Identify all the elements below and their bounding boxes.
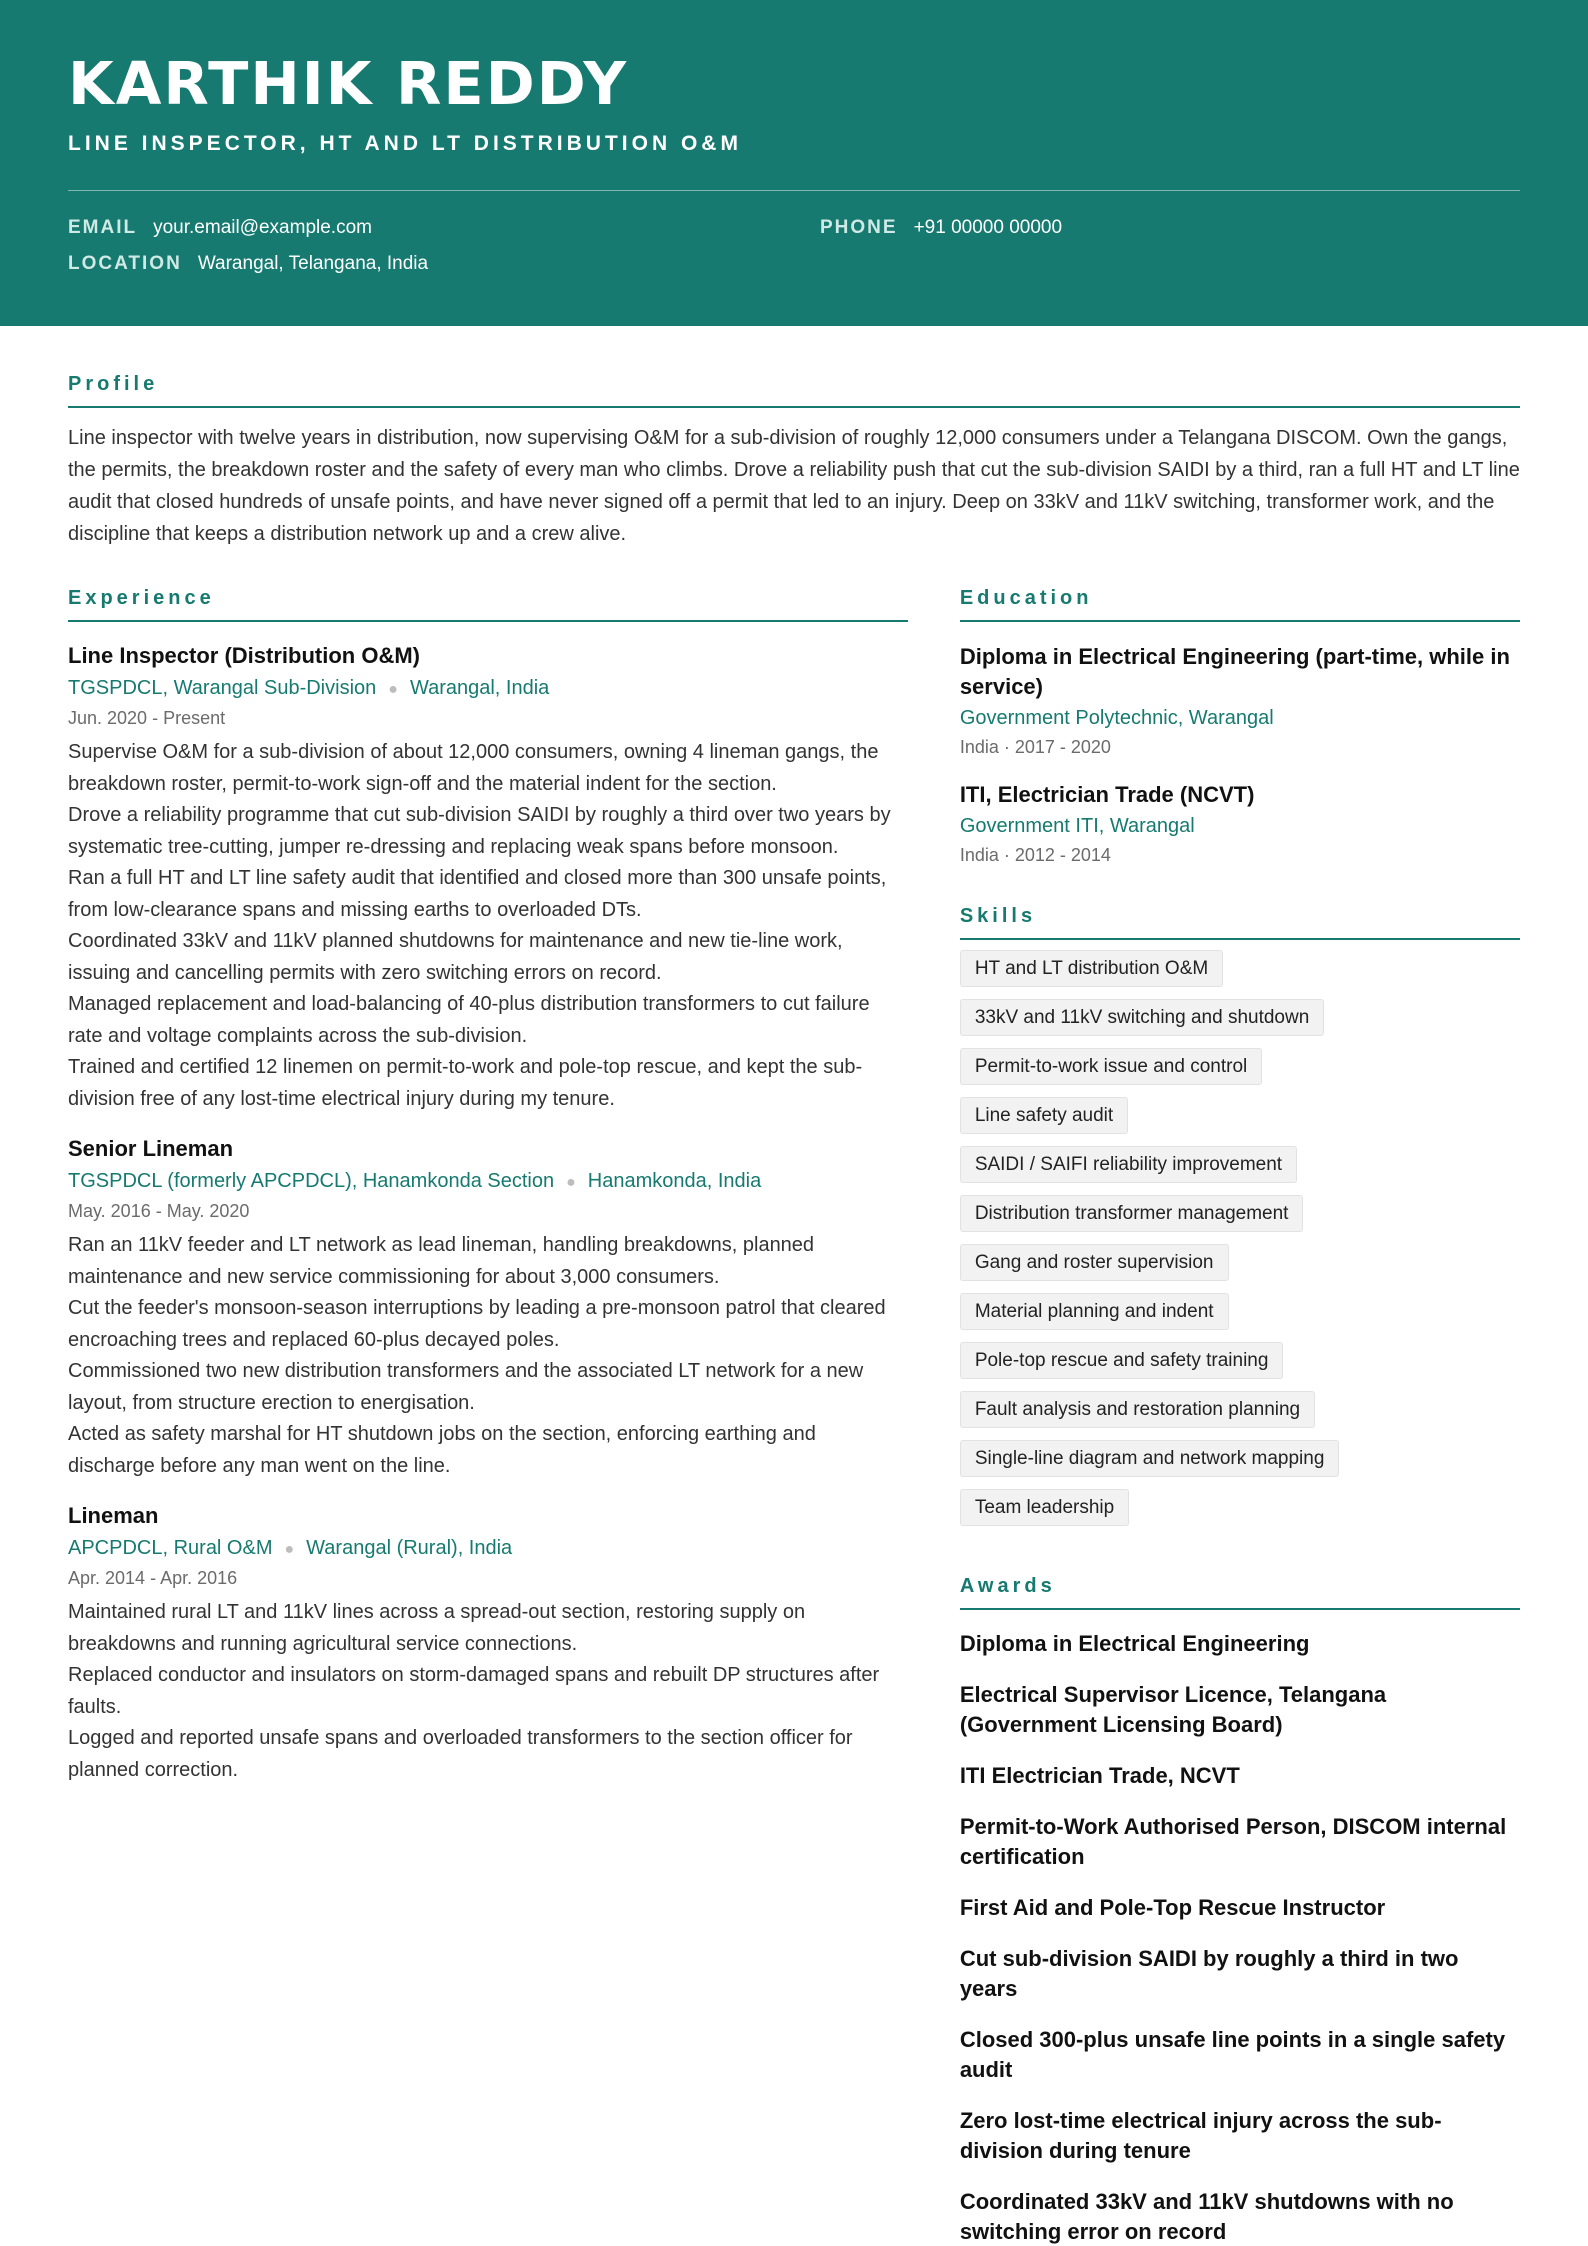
job-bullet: Acted as safety marshal for HT shutdown jobs on the section, enforcing earthing and discharge before any man went on the line. [68,1423,816,1477]
job-dates: Jun. 2020 - Present [68,708,226,728]
phone-row [820,215,1062,241]
skill-tag: Gang and roster supervision [960,1244,1229,1281]
job-bullets [68,1597,908,1786]
job-meta [68,673,908,705]
award-item: Closed 300-plus unsafe line points in a single safety audit [959,2027,1506,2082]
award-item: Coordinated 33kV and 11kV shutdowns with no switching error on record [959,2189,1454,2244]
award-item: First Aid and Pole-Top Rescue Instructor [959,1895,1386,1920]
job-bullet: Ran a full HT and LT line safety audit that identified and closed more than 300 unsafe points, from low-clearance spans and missing earths to overloaded DTs. [68,867,887,921]
job-bullet: Logged and reported unsafe spans and overloaded transformers to the section officer for planned correction. [68,1727,853,1781]
location-row [68,251,428,277]
profile-heading: Profile [68,370,1520,408]
job-bullet: Cut the feeder's monsoon-season interruptions by leading a pre-monsoon patrol that cleared encroaching trees and replaced 60-plus decayed poles. [68,1297,886,1351]
education-entry [960,780,1520,868]
profile-section [68,370,1520,550]
skill-tag: Team leadership [960,1489,1129,1526]
job-entry [68,642,908,1115]
skills-list [960,950,1520,1526]
separator-dot-icon: ● [284,1541,295,1558]
skill-tag: Distribution transformer management [960,1195,1304,1232]
candidate-title: LINE INSPECTOR, HT AND LT DISTRIBUTION O&M [68,132,742,155]
job-location: Hanamkonda, India [587,1170,762,1192]
skill-tag: Material planning and indent [960,1293,1229,1330]
education-section [960,584,1520,868]
job-org: TGSPDCL, Warangal Sub-Division [68,677,377,699]
phone-value[interactable]: +91 00000 00000 [913,217,1063,238]
education-school: Government Polytechnic, Warangal [959,707,1274,729]
job-bullet: Maintained rural LT and 11kV lines across a spread-out section, restoring supply on breakdowns and running agricultural service connections. [68,1601,806,1655]
skill-tag: Single-line diagram and network mapping [960,1440,1340,1477]
job-title: Line Inspector (Distribution O&M) [68,643,420,668]
job-title: Lineman [68,1503,159,1528]
education-entry [960,642,1520,760]
skill-tag: HT and LT distribution O&M [960,950,1223,987]
skill-tag: Fault analysis and restoration planning [960,1391,1315,1428]
award-item: Diploma in Electrical Engineering [959,1631,1310,1656]
skill-tag: Permit-to-work issue and control [960,1048,1262,1085]
contact-info [68,215,1520,287]
email-value[interactable]: your.email@example.com [153,217,372,238]
award-item: ITI Electrician Trade, NCVT [959,1763,1240,1788]
profile-summary: Line inspector with twelve years in distribution, now supervising O&M for a sub-division of roughly 12,000 consumers under a Telangana DISCOM. Own the gangs, the permits, the breakdown roster and the safety of every man who climbs. Drove a reliability push that cut the sub-division SAIDI by a third, ran a full HT and LT line audit that closed hundreds of unsafe points, and have never signed off a permit that led to an injury. Deep on 33kV and 11kV switching, transformer work, and the discipline that keeps a distribution network up and a crew alive. [68,427,1520,545]
skill-tag: Pole-top rescue and safety training [960,1342,1284,1379]
award-item: Zero lost-time electrical injury across the sub-division during tenure [959,2108,1442,2163]
education-meta: India · 2012 - 2014 [959,845,1111,865]
education-heading: Education [960,584,1520,622]
job-title: Senior Lineman [68,1136,234,1161]
header-divider [68,190,1520,191]
awards-section [960,1572,1520,2246]
job-org: TGSPDCL (formerly APCPDCL), Hanamkonda Section [68,1170,555,1192]
skills-section [960,902,1520,1526]
location-label: LOCATION [68,253,182,274]
separator-dot-icon: ● [388,681,398,698]
education-school: Government ITI, Warangal [959,815,1195,837]
award-item: Electrical Supervisor Licence, Telangana (Government Licensing Board) [959,1682,1387,1737]
job-bullet: Commissioned two new distribution transformers and the associated LT network for a new layout, from structure erection to energisation. [68,1360,864,1414]
resume-body [0,370,1588,2246]
job-bullets [68,737,908,1115]
experience-heading: Experience [68,584,908,622]
education-degree: ITI, Electrician Trade (NCVT) [959,782,1255,807]
award-item: Cut sub-division SAIDI by roughly a third in two years [959,1946,1459,2001]
job-bullet: Managed replacement and load-balancing of 40-plus distribution transformers to cut failure rate and voltage complaints across the sub-division. [68,993,870,1047]
skill-tag: Line safety audit [960,1097,1128,1134]
job-entry [68,1135,908,1482]
email-label: EMAIL [68,217,138,238]
awards-list [960,1629,1520,2246]
job-bullet: Supervise O&M for a sub-division of about 12,000 consumers, owning 4 lineman gangs, the breakdown roster, permit-to-work sign-off and the material indent for the section. [68,741,879,795]
job-meta [68,1166,908,1198]
two-column-layout [68,584,1520,2246]
sidebar-column [960,584,1520,2246]
location-value: Warangal, Telangana, India [197,253,429,274]
phone-label: PHONE [820,217,898,238]
candidate-name: KARTHIK REDDY [68,49,629,118]
separator-dot-icon: ● [566,1174,576,1191]
job-dates: May. 2016 - May. 2020 [68,1201,250,1221]
awards-heading: Awards [960,1572,1520,1610]
education-degree: Diploma in Electrical Engineering (part-time, while in service) [959,644,1510,699]
job-bullet: Drove a reliability programme that cut sub-division SAIDI by roughly a third over two years by systematic tree-cutting, jumper re-dressing and replacing weak spans before monsoon. [68,804,891,858]
job-bullets [68,1230,908,1482]
award-item: Permit-to-Work Authorised Person, DISCOM internal certification [959,1814,1507,1869]
job-meta [68,1533,908,1565]
job-entry [68,1502,908,1786]
email-row [68,215,372,241]
job-bullet: Ran an 11kV feeder and LT network as lead lineman, handling breakdowns, planned maintenance and new service commissioning for about 3,000 consumers. [68,1234,815,1288]
job-bullet: Replaced conductor and insulators on storm-damaged spans and rebuilt DP structures after faults. [68,1664,880,1718]
job-location: Warangal, India [409,677,550,699]
job-org: APCPDCL, Rural O&M [68,1537,273,1559]
job-dates: Apr. 2014 - Apr. 2016 [68,1568,238,1588]
job-bullet: Coordinated 33kV and 11kV planned shutdowns for maintenance and new tie-line work, issuing and cancelling permits with zero switching errors on record. [68,930,843,984]
skills-heading: Skills [960,902,1520,940]
skill-tag: 33kV and 11kV switching and shutdown [960,999,1324,1036]
skill-tag: SAIDI / SAIFI reliability improvement [960,1146,1297,1183]
experience-section [68,584,908,2246]
job-bullet: Trained and certified 12 linemen on permit-to-work and pole-top rescue, and kept the sub-division free of any lost-time electrical injury during my tenure. [68,1056,863,1110]
job-location: Warangal (Rural), India [306,1537,513,1559]
resume-header [0,0,1588,326]
education-meta: India · 2017 - 2020 [959,737,1111,757]
